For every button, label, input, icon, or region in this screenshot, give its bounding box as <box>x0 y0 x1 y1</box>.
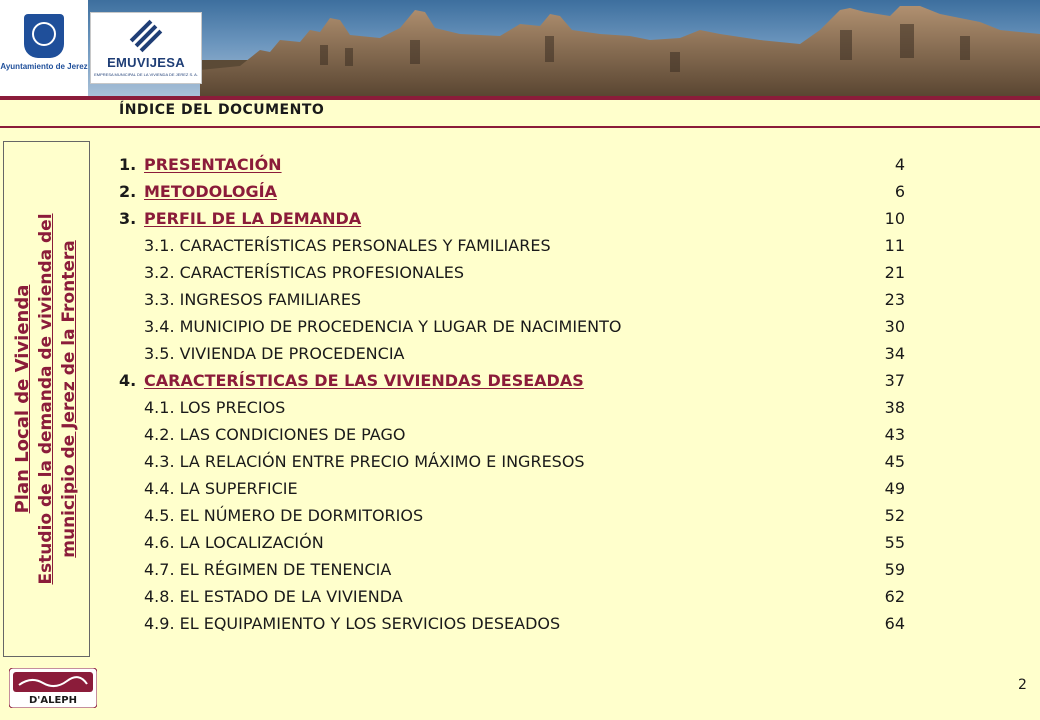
toc-row <box>119 423 905 450</box>
toc-page: 64 <box>884 614 905 633</box>
toc-row <box>119 207 905 234</box>
page-number: 2 <box>1018 677 1027 693</box>
toc-subentry: 4.6. LA LOCALIZACIÓN <box>144 533 324 552</box>
toc-page: 52 <box>884 506 905 525</box>
toc-page: 6 <box>894 182 905 201</box>
header-banner <box>0 0 1040 96</box>
jerez-emblem-icon <box>24 14 64 58</box>
toc-subentry: 4.4. LA SUPERFICIE <box>144 479 298 498</box>
toc-page: 45 <box>884 452 905 471</box>
toc-link-metodologia[interactable]: METODOLOGÍA <box>144 182 277 201</box>
toc-number: 2. <box>119 182 137 201</box>
toc-row <box>119 450 905 477</box>
sidebar-subtitle-line-1: Estudio de la demanda de vivienda del <box>36 213 56 585</box>
toc-link-presentacion[interactable]: PRESENTACIÓN <box>144 155 282 174</box>
toc-row <box>119 585 905 612</box>
toc-row <box>119 612 905 639</box>
toc-row <box>119 558 905 585</box>
toc-link-viviendas-deseadas[interactable]: CARACTERÍSTICAS DE LAS VIVIENDAS DESEADAS <box>144 371 584 390</box>
toc-subentry: 3.5. VIVIENDA DE PROCEDENCIA <box>144 344 405 363</box>
toc-subentry: 3.4. MUNICIPIO DE PROCEDENCIA Y LUGAR DE NACIMIENTO <box>144 317 622 336</box>
toc-page: 10 <box>884 209 905 228</box>
toc-row <box>119 396 905 423</box>
toc-row <box>119 315 905 342</box>
toc-subentry: 3.1. CARACTERÍSTICAS PERSONALES Y FAMILIARES <box>144 236 551 255</box>
sidebar-subtitle-line-2: municipio de Jerez de la Frontera <box>59 240 79 558</box>
toc-page: 59 <box>884 560 905 579</box>
toc-row <box>119 477 905 504</box>
toc-page: 38 <box>884 398 905 417</box>
sidebar-vertical-title <box>11 149 81 649</box>
toc-number: 4. <box>119 371 137 390</box>
toc-page: 23 <box>884 290 905 309</box>
toc-subentry: 4.9. EL EQUIPAMIENTO Y LOS SERVICIOS DESEADOS <box>144 614 561 633</box>
ayuntamiento-jerez-logo <box>0 0 88 96</box>
emuvijesa-subtitle: EMPRESA MUNICIPAL DE LA VIVIENDA DE JEREZ S. A. <box>94 72 198 77</box>
toc-subentry: 4.3. LA RELACIÓN ENTRE PRECIO MÁXIMO E INGRESOS <box>144 452 585 471</box>
toc-page: 21 <box>884 263 905 282</box>
toc-subentry: 4.1. LOS PRECIOS <box>144 398 286 417</box>
toc-row <box>119 531 905 558</box>
toc-page: 43 <box>884 425 905 444</box>
cathedral-photo <box>200 0 1040 96</box>
toc-subentry: 4.7. EL RÉGIMEN DE TENENCIA <box>144 560 392 579</box>
emuvijesa-name: EMUVIJESA <box>107 55 185 70</box>
toc-page: 30 <box>884 317 905 336</box>
toc-row <box>119 180 905 207</box>
emuvijesa-logo <box>90 12 202 84</box>
toc-link-perfil-demanda[interactable]: PERFIL DE LA DEMANDA <box>144 209 362 228</box>
title-divider <box>0 126 1040 128</box>
toc-number: 3. <box>119 209 137 228</box>
toc-subentry: 4.2. LAS CONDICIONES DE PAGO <box>144 425 406 444</box>
toc-page: 55 <box>884 533 905 552</box>
toc-page: 34 <box>884 344 905 363</box>
toc-number: 1. <box>119 155 137 174</box>
daleph-logo-text: D'ALEPH <box>28 695 78 706</box>
toc-page: 49 <box>884 479 905 498</box>
ayuntamiento-logo-text: Ayuntamiento de Jerez <box>0 62 88 71</box>
table-of-contents <box>119 153 905 639</box>
emuvijesa-mark-icon <box>129 19 163 53</box>
toc-row <box>119 153 905 180</box>
toc-subentry: 4.5. EL NÚMERO DE DORMITORIOS <box>144 506 424 525</box>
toc-subentry: 3.3. INGRESOS FAMILIARES <box>144 290 362 309</box>
toc-page: 62 <box>884 587 905 606</box>
toc-row <box>119 234 905 261</box>
toc-subentry: 3.2. CARACTERÍSTICAS PROFESIONALES <box>144 263 464 282</box>
toc-page: 37 <box>884 371 905 390</box>
toc-row <box>119 288 905 315</box>
section-title: ÍNDICE DEL DOCUMENTO <box>119 102 325 118</box>
daleph-logo <box>9 668 97 708</box>
toc-subentry: 4.8. EL ESTADO DE LA VIVIENDA <box>144 587 403 606</box>
toc-row <box>119 369 905 396</box>
sidebar-title-line: Plan Local de Vivienda <box>12 284 33 514</box>
toc-page: 4 <box>894 155 905 174</box>
toc-page: 11 <box>884 236 905 255</box>
header-divider <box>0 96 1040 100</box>
toc-row <box>119 504 905 531</box>
toc-row <box>119 261 905 288</box>
toc-row <box>119 342 905 369</box>
